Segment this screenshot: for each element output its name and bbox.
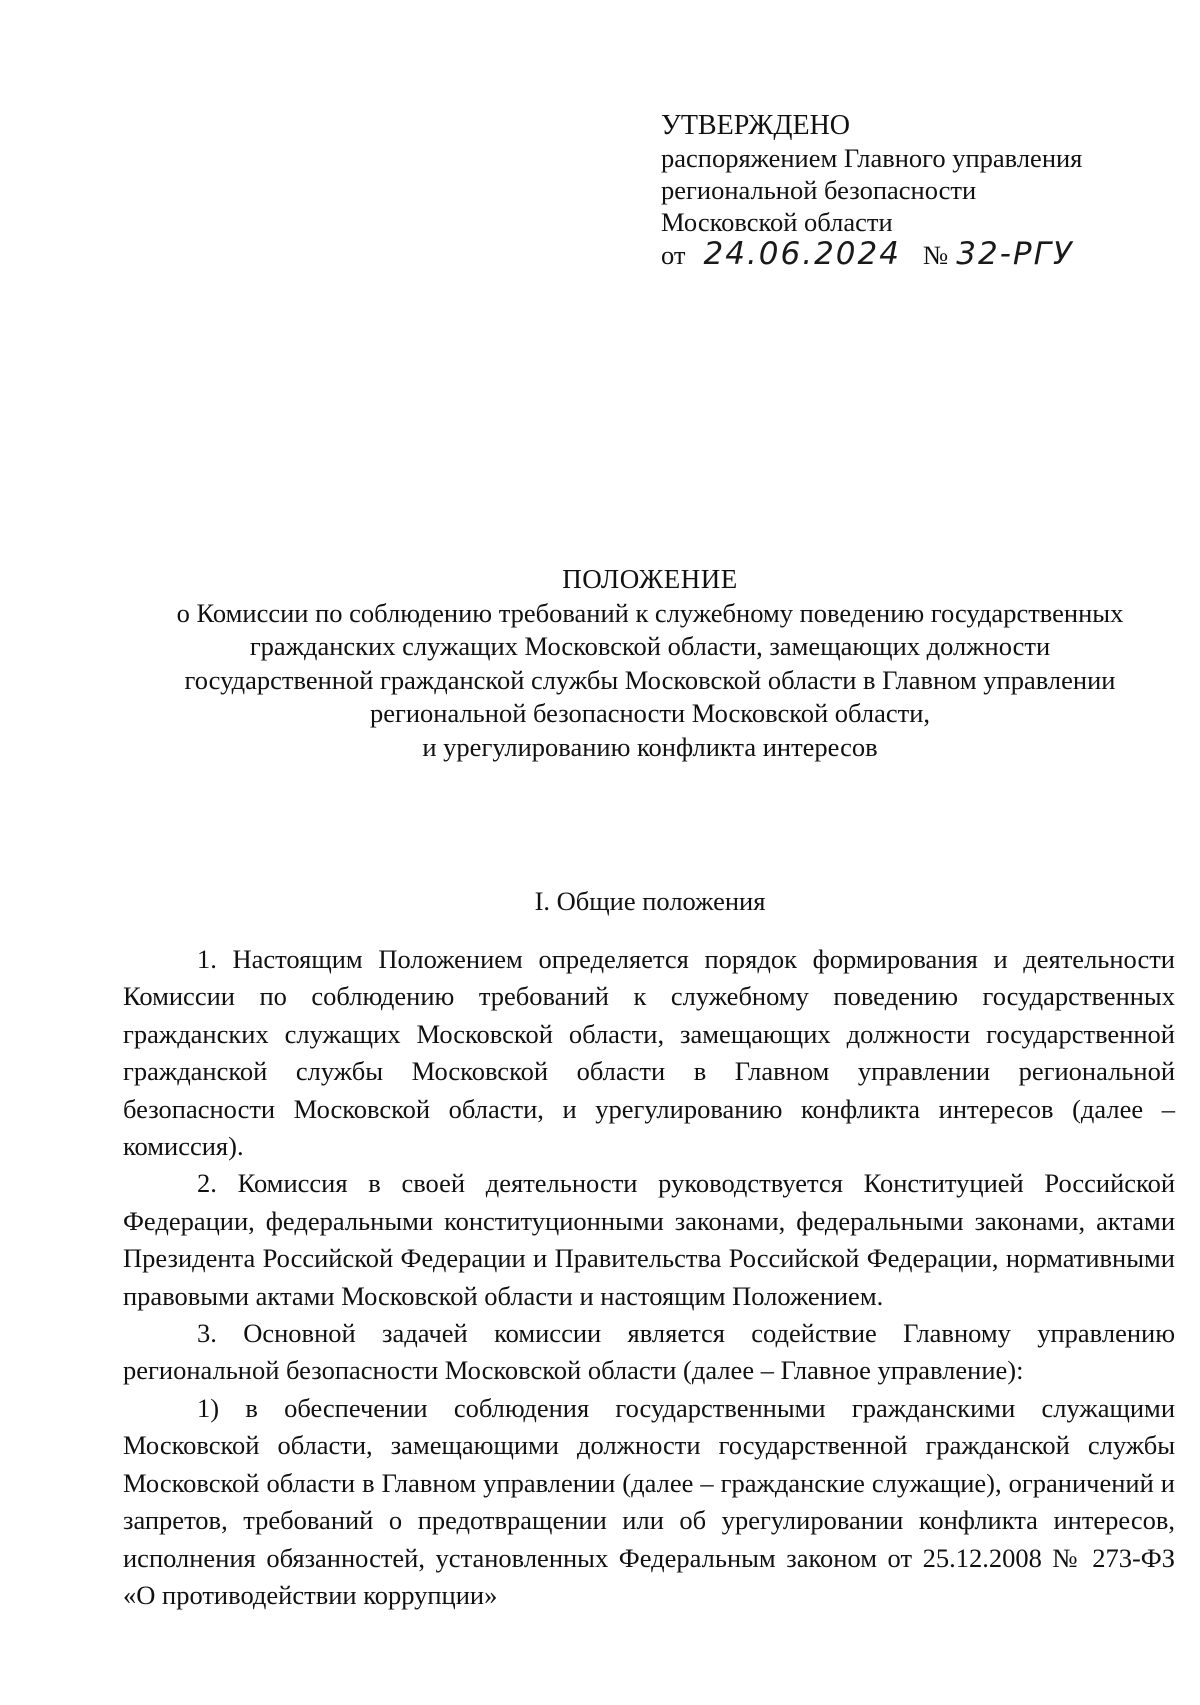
title-line: о Комиссии по соблюдению требований к служебному поведению государственных bbox=[176, 597, 1124, 628]
handwritten-number: 32-РГУ bbox=[956, 236, 1074, 272]
title-line: гражданских служащих Московской области, замещающих должности bbox=[249, 631, 1051, 661]
approval-date-line bbox=[661, 238, 1161, 271]
title-line: и урегулированию конфликта интересов bbox=[422, 731, 878, 762]
document-title bbox=[120, 563, 1180, 764]
title-line: региональной безопасности Московской области, bbox=[369, 698, 931, 728]
paragraph: 1) в обеспечении соблюдения государственными гражданскими служащими Московской области, замещающими должности государственной гражданской службы Московской области в Главном управлении (далее – гражданские служащие), ограничений и запретов, требований о предотвращении или об урегулировании конфликта интересов, исполнения обязанностей, установленных Федеральным законом от 25.12.2008 № 273-ФЗ «О противодействии коррупции» bbox=[123, 1392, 1175, 1610]
number-prefix: № bbox=[922, 240, 949, 270]
handwritten-date: 24.06.2024 bbox=[703, 236, 901, 272]
approval-stamp-block bbox=[661, 110, 1161, 271]
paragraph: 2. Комиссия в своей деятельности руководствуется Конституцией Российской Федерации, федеральными конституционными законами, федеральными законами, актами Президента Российской Федерации и Правительства Российской Федерации, нормативными правовыми актами Московской области и настоящим Положением. bbox=[123, 1168, 1175, 1311]
approval-line: распоряжением Главного управления bbox=[661, 143, 1083, 173]
section-heading: I. Общие положения bbox=[534, 886, 766, 916]
paragraph: 1. Настоящим Положением определяется порядок формирования и деятельности Комиссии по соблюдению требований к служебному поведению государственных гражданских служащих Московской области, замещающих должности государственной гражданской службы Московской области в Главном управлении региональной безопасности Московской области, и урегулированию конфликта интересов (далее – комиссия). bbox=[123, 944, 1175, 1162]
section-body bbox=[123, 941, 1175, 1614]
title-main: ПОЛОЖЕНИЕ bbox=[562, 564, 738, 594]
approval-line: Московской области bbox=[661, 207, 893, 237]
approval-title: УТВЕРЖДЕНО bbox=[661, 110, 851, 141]
paragraph: 3. Основной задачей комиссии является содействие Главному управлению региональной безопасности Московской области (далее – Главное управление): bbox=[123, 1318, 1175, 1386]
date-prefix: от bbox=[661, 240, 686, 270]
title-line: государственной гражданской службы Московской области в Главном управлении bbox=[184, 664, 1116, 695]
approval-line: региональной безопасности bbox=[661, 175, 977, 205]
